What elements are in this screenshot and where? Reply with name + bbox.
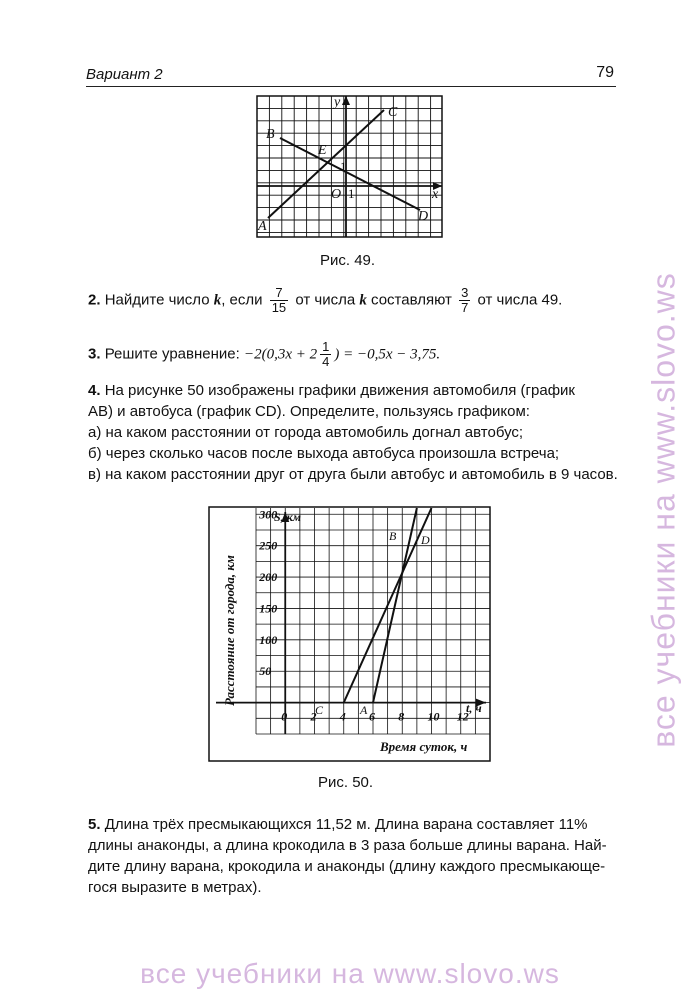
header-rule xyxy=(86,86,616,87)
task-5-number: 5. xyxy=(88,816,101,833)
fig50-ylabel: Расстояние от города, км xyxy=(222,555,237,706)
fig50-label-b: B xyxy=(389,529,397,543)
y-tick-label: 200 xyxy=(259,570,278,585)
task-4-line-5: в) на каком расстоянии друг от друга были автобус и автомобиль в 9 часов. xyxy=(88,466,618,483)
x-tick-label: 0 xyxy=(281,709,288,724)
task-5-line-1: Длина трёх пресмыкающихся 11,52 м. Длина варана составляет 11% xyxy=(104,816,588,833)
task-2-text-b: , если xyxy=(221,291,263,309)
x-tick-label: 6 xyxy=(369,709,375,724)
task-5 xyxy=(88,814,616,898)
task-3 xyxy=(88,340,616,369)
task-3-text: Решите уравнение: xyxy=(104,345,240,363)
x-tick-label: 2 xyxy=(310,709,317,724)
fig49-label-x: x xyxy=(432,187,439,202)
task-5-line-3: дите длину варана, крокодила и анаконды (длину каждого пресмыкающе- xyxy=(88,858,606,875)
figure-49 xyxy=(254,92,454,242)
page-header xyxy=(86,64,616,86)
figure-50-caption: Рис. 50. xyxy=(318,774,374,791)
task-5-line-4: гося выразите в метрах). xyxy=(88,879,262,896)
y-tick-label: 100 xyxy=(259,632,278,647)
y-tick-label: 150 xyxy=(259,601,278,616)
fig49-label-e: E xyxy=(318,143,327,158)
task-2-k-2: k xyxy=(359,292,367,309)
figure-50 xyxy=(208,506,492,766)
y-tick-label: 250 xyxy=(259,538,278,553)
fig50-label-a: A xyxy=(360,703,368,717)
task-4 xyxy=(88,380,616,485)
task-2-text-c: от числа xyxy=(295,291,356,309)
fig50-y-axis-name: S, км xyxy=(274,510,301,524)
task-3-equation-b: ) = −0,5x − 3,75. xyxy=(334,346,441,363)
y-tick-label: 50 xyxy=(259,664,272,679)
task-2-number: 2. xyxy=(88,291,101,309)
fig49-label-o: O xyxy=(331,187,342,202)
x-tick-label: 8 xyxy=(398,709,405,724)
x-tick-label: 10 xyxy=(427,709,440,724)
task-5-line-2: длины анаконды, а длина крокодила в 3 раза больше длины варана. Най- xyxy=(88,837,607,854)
task-3-number: 3. xyxy=(88,345,101,363)
fig49-label-d: D xyxy=(418,209,429,224)
task-2-text-a: Найдите число xyxy=(104,291,210,309)
fig50-xlabel: Время суток, ч xyxy=(380,739,468,754)
task-2-fraction-2: $\frac{3}{7}$ xyxy=(461,285,469,315)
variant-label: Вариант 2 xyxy=(86,66,163,83)
task-2-k: k xyxy=(213,292,222,309)
fig49-label-b: B xyxy=(266,127,275,142)
fig49-label-one-y: 1 xyxy=(340,159,347,174)
watermark-bottom: все учебники на www.slovo.ws xyxy=(140,958,560,989)
task-2-text-d: составляют xyxy=(371,291,452,309)
fig50-label-c: C xyxy=(315,703,324,717)
x-tick-label: 12 xyxy=(456,709,469,724)
figure-49-caption: Рис. 49. xyxy=(320,252,376,269)
task-2-text-e: от числа 49. xyxy=(477,291,563,309)
task-4-number: 4. xyxy=(88,382,101,399)
y-tick-label: 300 xyxy=(259,507,278,522)
fig49-label-y: y xyxy=(334,95,341,110)
page-number: 79 xyxy=(596,64,614,81)
task-4-line-3: а) на каком расстоянии от города автомобиль догнал автобус; xyxy=(88,424,524,441)
fig49-label-c: C xyxy=(388,105,398,120)
task-2-fraction-1: $\frac{7}{15}$ xyxy=(271,285,287,315)
task-3-fraction: $\frac{1}{4}$ xyxy=(322,339,330,369)
task-4-line-4: б) через сколько часов после выхода автобуса произошла встреча; xyxy=(88,445,560,462)
x-tick-label: 4 xyxy=(339,709,346,724)
task-2 xyxy=(88,286,616,315)
task-3-equation-a: −2(0,3x + 2 xyxy=(243,346,318,363)
fig49-label-one-x: 1 xyxy=(348,186,355,201)
fig50-x-axis-name: t, ч xyxy=(466,701,482,715)
task-4-line-2: AB) и автобуса (график CD). Определите, пользуясь графиком: xyxy=(88,403,530,420)
watermark-vertical: все учебники на www.slovo.ws xyxy=(645,272,682,748)
fig49-label-a: A xyxy=(258,219,267,234)
task-4-line-1: На рисунке 50 изображены графики движения автомобиля (график xyxy=(104,382,575,399)
fig50-label-d: D xyxy=(421,533,430,547)
